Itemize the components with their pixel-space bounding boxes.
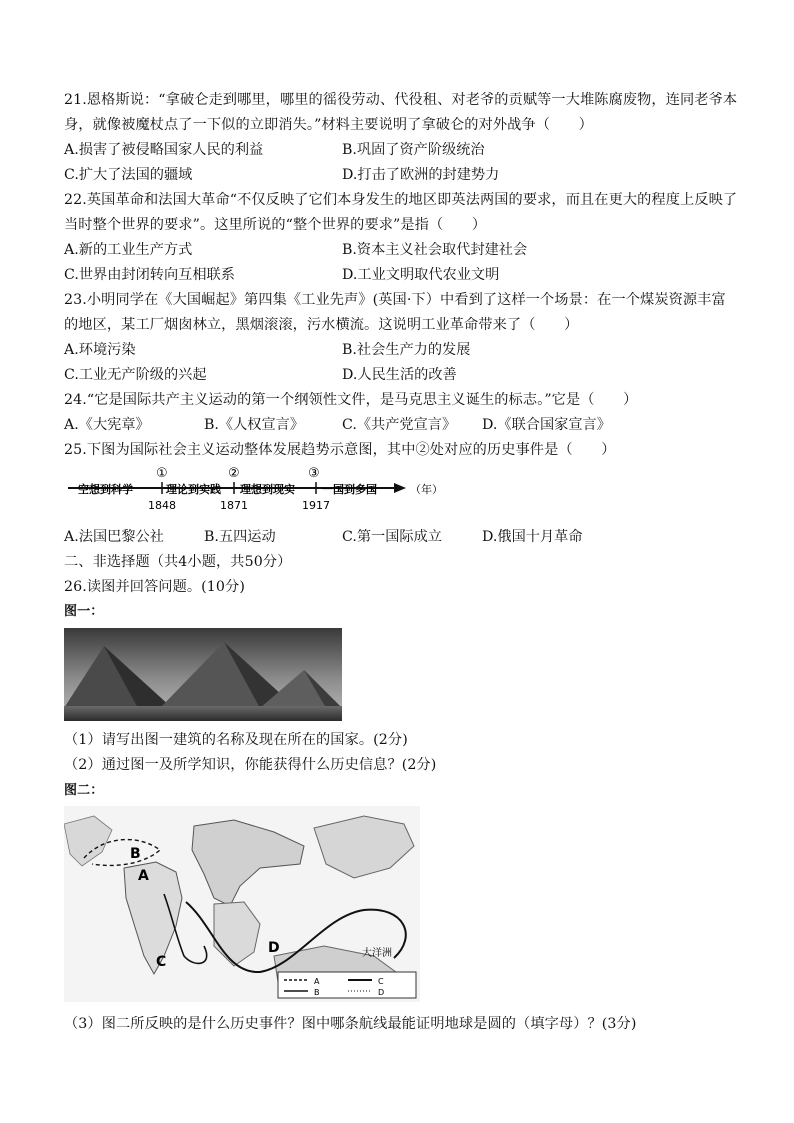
segment-4: 一国到多国	[322, 483, 377, 496]
timeline-arrow	[394, 483, 406, 493]
q21-option-c: C.扩大了法国的疆域	[64, 167, 193, 183]
region-label-oceania: 大洋洲	[362, 948, 392, 959]
route-label-a: A	[138, 868, 149, 884]
legend-key-b: B	[314, 988, 320, 997]
q23-stem-line2: 的地区，某工厂烟囱林立，黑烟滚滚，污水横流。这说明工业革命带来了（ ）	[64, 317, 579, 333]
segment-2: 理论到实践	[166, 483, 221, 496]
marker-2: ②	[228, 466, 240, 481]
legend-key-a: A	[314, 977, 320, 986]
year-1917: 1917	[302, 499, 330, 512]
q23-option-d: D.人民生活的改善	[342, 367, 457, 383]
q26-sub3: （3）图二所反映的是什么历史事件？图中哪条航线最能证明地球是圆的（填字母）？(3分)	[64, 1016, 637, 1032]
route-label-b: B	[130, 846, 141, 862]
q21-option-d: D.打击了欧洲的封建势力	[342, 167, 500, 183]
q21-option-b: B.巩固了资产阶级统治	[342, 142, 485, 158]
q24-option-c: C.《共产党宣言》	[342, 417, 457, 433]
marker-3: ③	[308, 466, 320, 481]
q21-stem-line1: 21.恩格斯说：“拿破仑走到哪里，哪里的徭役劳动、代役租、对老爷的贡赋等一大堆陈腐废物，连同老爷本	[64, 92, 738, 108]
socialism-timeline	[64, 465, 464, 515]
route-label-d: D	[268, 940, 280, 956]
q25-option-d: D.俄国十月革命	[482, 529, 583, 545]
q23-option-c: C.工业无产阶级的兴起	[64, 367, 207, 383]
q22-stem-line1: 22.英国革命和法国大革命“不仅反映了它们本身发生的地区即英法两国的要求，而且在更大的程度上反映了	[64, 192, 738, 208]
year-unit: （年）	[410, 483, 443, 496]
q24-stem: 24.“它是国际共产主义运动的第一个纲领性文件，是马克思主义诞生的标志。”它是（ ）	[64, 392, 638, 408]
q24-option-d: D.《联合国家宣言》	[482, 417, 611, 433]
q26-stem: 26.读图并回答问题。(10分)	[64, 579, 245, 595]
q22-option-d: D.工业文明取代农业文明	[342, 267, 500, 283]
q21-stem-line2: 身，就像被魔杖点了一下似的立即消失。”材料主要说明了拿破仑的对外战争（ ）	[64, 117, 593, 133]
segment-3: 理想到现实	[240, 483, 295, 496]
map-legend	[278, 972, 416, 998]
q23-option-a: A.环境污染	[64, 342, 136, 358]
q25-stem: 25.下图为国际社会主义运动整体发展趋势示意图，其中②处对应的历史事件是（ ）	[64, 442, 616, 458]
q22-option-a: A.新的工业生产方式	[64, 242, 193, 258]
figure2-label: 图二：	[64, 783, 104, 798]
voyage-map	[64, 806, 420, 1002]
legend-key-d: D	[378, 988, 385, 997]
q25-option-a: A.法国巴黎公社	[64, 529, 164, 545]
q25-option-c: C.第一国际成立	[342, 529, 442, 545]
q22-stem-line2: 当时整个世界的要求”。这里所说的“整个世界的要求”是指（ ）	[64, 217, 487, 233]
figure1-label: 图一：	[64, 604, 104, 619]
legend-key-c: C	[378, 977, 384, 986]
q26-sub2: （2）通过图一及所学知识，你能获得什么历史信息？(2分)	[64, 757, 437, 773]
year-1848: 1848	[148, 499, 176, 512]
section-two-heading: 二、非选择题（共4小题，共50分）	[64, 554, 292, 570]
route-label-c: C	[156, 954, 167, 970]
q22-option-b: B.资本主义社会取代封建社会	[342, 242, 528, 258]
year-1871: 1871	[220, 499, 248, 512]
q21-option-a: A.损害了被侵略国家人民的利益	[64, 142, 264, 158]
q22-option-c: C.世界由封闭转向互相联系	[64, 267, 235, 283]
pyramids-photo	[64, 628, 342, 721]
q24-option-a: A.《大宪章》	[64, 417, 150, 433]
q25-option-b: B.五四运动	[204, 529, 276, 545]
q23-stem-line1: 23.小明同学在《大国崛起》第四集《工业先声》(英国·下）中看到了这样一个场景：在一个煤炭资源丰富	[64, 292, 726, 308]
q24-option-b: B.《人权宣言》	[204, 417, 305, 433]
segment-1: 空想到科学	[78, 483, 133, 496]
q26-sub1: （1）请写出图一建筑的名称及现在所在的国家。(2分)	[64, 732, 408, 748]
marker-1: ①	[156, 466, 168, 481]
q23-option-b: B.社会生产力的发展	[342, 342, 471, 358]
